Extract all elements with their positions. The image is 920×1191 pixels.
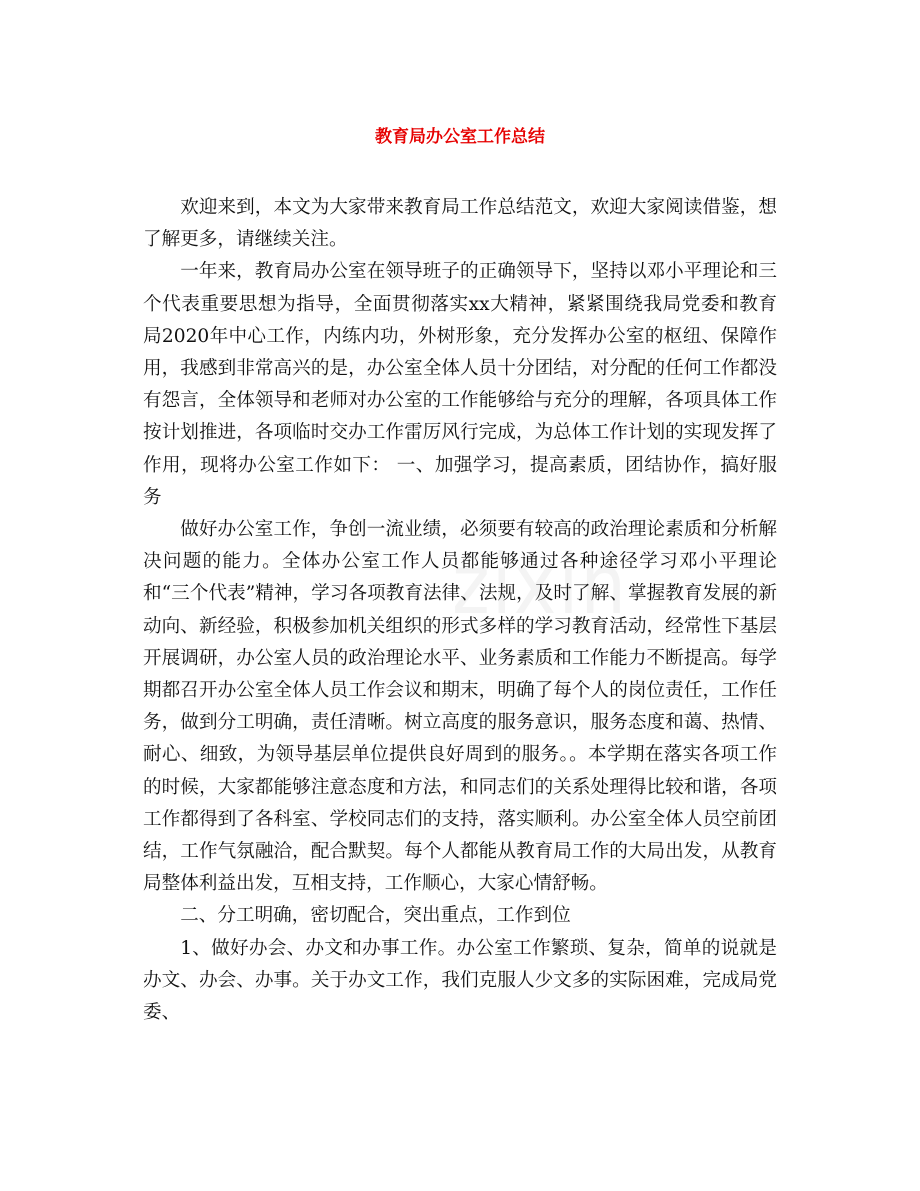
paragraph-overview: 一年来，教育局办公室在领导班子的正确领导下，坚持以邓小平理论和三个代表重要思想为指导，全面贯彻落实xx大精神，紧紧围绕我局党委和教育局2020年中心工作，内练内功，外树形象，充分发挥办公室的枢纽、保障作用，我感到非常高兴的是，办公室全体人员十分团结，对分配的任何工作都没有怨言，全体领导和老师对办公室的工作能够给与充分的理解，各项具体工作按计划推进，各项临时交办工作雷厉风行完成，为总体工作计划的实现发挥了作用，现将办公室工作如下： 一、加强学习，提高素质，团结协作，搞好服务 — [143, 261, 777, 508]
document-title: 教育局办公室工作总结 — [375, 127, 545, 147]
document-body — [143, 192, 777, 1029]
section-heading-two: 二、分工明确，密切配合，突出重点，工作到位 — [180, 905, 571, 927]
paragraph-intro: 欢迎来到，本文为大家带来教育局工作总结范文，欢迎大家阅读借鉴，想了解更多，请继续关注。 — [143, 197, 777, 251]
paragraph-office-work: 1、做好办会、办文和办事工作。办公室工作繁琐、复杂，简单的说就是办文、办会、办事。关于办文工作，我们克服人少文多的实际困难，完成局党委、 — [143, 937, 777, 1024]
paragraph-study: 做好办公室工作，争创一流业绩，必须要有较高的政治理论素质和分析解决问题的能力。全体办公室工作人员都能够通过各种途径学习邓小平理论和“三个代表”精神，学习各项教育法律、法规，及时了解、掌握教育发展的新动向、新经验，积极参加机关组织的形式多样的学习教育活动，经常性下基层开展调研，办公室人员的政治理论水平、业务素质和工作能力不断提高。每学期都召开办公室全体人员工作会议和期末，明确了每个人的岗位责任，工作任务，做到分工明确，责任清晰。树立高度的服务意识，服务态度和蔼、热情、耐心、细致，为领导基层单位提供良好周到的服务。。本学期在落实各项工作的时候，大家都能够注意态度和方法，和同志们的关系处理得比较和谐，各项工作都得到了各科室、学校同志们的支持，落实顺利。办公室全体人员空前团结，工作气氛融洽，配合默契。每个人都能从教育局工作的大局出发，从教育局整体利益出发，互相支持，工作顺心，大家心情舒畅。 — [143, 519, 777, 895]
watermark: zixin — [452, 535, 629, 633]
